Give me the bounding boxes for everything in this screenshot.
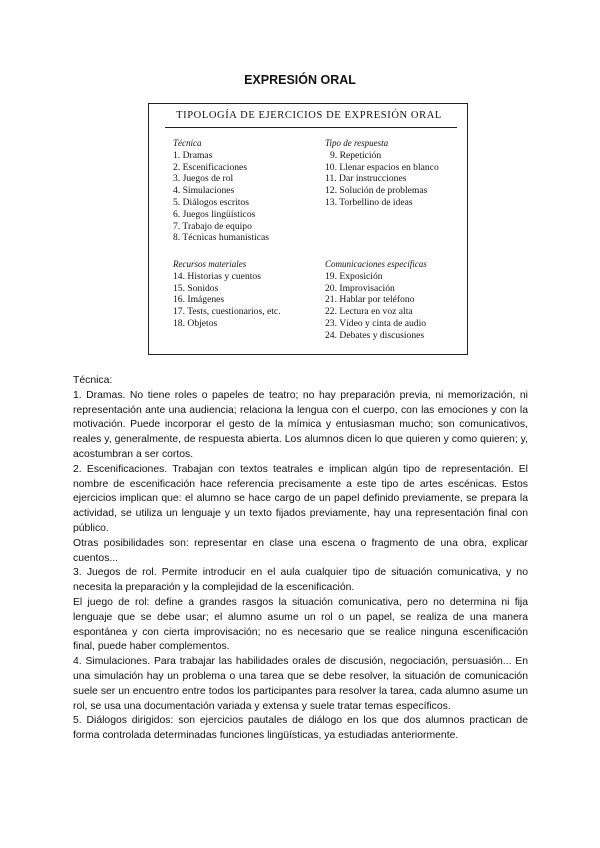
- list-item: 9. Repetición: [330, 149, 382, 161]
- list-item: 6. Juegos lingüísticos: [173, 208, 256, 220]
- column-tecnica: [173, 138, 269, 244]
- list-item: 19. Exposición: [325, 270, 383, 282]
- body-text: [73, 374, 528, 744]
- paragraph-juego-de-rol-definicion: El juego de rol: define a grandes rasgos la situación comunicativa, pero no determina ni fija lenguaje que se debe usar; el alumno asume un rol o un papel, se realiza de una manera espontánea y con cierta improvisación; no es necesario que se realice ninguna escenificación final, puede haber complementos.: [73, 596, 528, 653]
- column-heading: Comunicaciones específicas: [325, 259, 427, 269]
- paragraph-dramas: 1. Dramas. No tiene roles o papeles de teatro; no hay preparación previa, ni memorización, ni representación ante una audiencia; relaciona la lengua con el cuerpo, con las emociones y con la motivación. Puede incorporar el gesto de la mímica y entusiasman mucho; son comunicativos, reales y, generalmente, de respuesta abierta. Los alumnos dicen lo que quieren y como quieren; y, acostumbran a ser cortos.: [73, 389, 528, 460]
- list-item: 10. Llenar espacios en blanco: [325, 161, 439, 173]
- list-item: 20. Improvisación: [325, 282, 395, 294]
- list-item: 1. Dramas: [173, 149, 213, 161]
- page-title: EXPRESIÓN ORAL: [244, 73, 356, 87]
- column-heading: Técnica: [173, 138, 202, 148]
- paragraph-juegos-de-rol: 3. Juegos de rol. Permite introducir en el aula cualquier tipo de situación comunicativa, y no necesita la preparación y la complejidad de la escenificación.: [73, 567, 528, 594]
- list-item: 24. Debates y discusiones: [325, 329, 425, 341]
- table-title: TIPOLOGÍA DE EJERCICIOS DE EXPRESIÓN ORAL: [176, 110, 442, 121]
- column-heading: Tipo de respuesta: [325, 138, 389, 148]
- paragraph-dialogos-dirigidos: 5. Diálogos dirigidos: son ejercicios pautales de diálogo en los que dos alumnos practican de forma controlada determinadas funciones lingüísticas, ya estudiadas anteriormente.: [73, 715, 528, 742]
- list-item: 8. Técnicas humanísticas: [173, 232, 269, 244]
- column-comunicaciones: [325, 259, 427, 342]
- list-item: 23. Vídeo y cinta de audio: [325, 317, 427, 329]
- list-item: 16. Imágenes: [173, 294, 225, 306]
- paragraph-otras-posibilidades: Otras posibilidades son: representar en clase una escena o fragmento de una obra, explicar cuentos...: [73, 537, 528, 564]
- list-item: 15. Sonidos: [173, 282, 219, 294]
- list-item: 3. Juegos de rol: [173, 173, 234, 185]
- list-item: 13. Torbellino de ideas: [325, 196, 413, 208]
- column-recursos: [173, 259, 281, 330]
- list-item: 2. Escenificaciones: [173, 161, 248, 173]
- list-item: 17. Tests, cuestionarios, etc.: [173, 306, 281, 318]
- column-heading: Recursos materiales: [173, 259, 247, 269]
- list-item: 7. Trabajo de equipo: [173, 220, 252, 232]
- list-item: 5. Diálogos escritos: [173, 196, 249, 208]
- list-item: 12. Solución de problemas: [325, 185, 428, 197]
- table-divider: [165, 127, 457, 128]
- list-item: 14. Historias y cuentos: [173, 270, 261, 282]
- list-item: 22. Lectura en voz alta: [325, 306, 413, 318]
- paragraph-simulaciones: 4. Simulaciones. Para trabajar las habilidades orales de discusión, negociación, persuasión... En una simulación hay un problema o una tarea que se debe resolver, la situación de comunicación suele ser un encuentro entre todos los participantes para resolver la tarea, cada alumno asume un rol, se usa una documentación variada y extensa y suele tratar temas específicos.: [73, 656, 528, 712]
- list-item: 11. Dar instrucciones: [325, 173, 407, 185]
- paragraph-escenificaciones: 2. Escenificaciones. Trabajan con textos teatrales e implican algún tipo de representación. El nombre de escenificación hace referencia precisamente a este tipo de artes escénicas. Estos ejercicios implican que: el alumno se hace cargo de un papel definido previamente, se prepara la actividad, se utiliza un lenguaje y un texto fijados previamente, hay una representación final con público.: [73, 463, 528, 534]
- column-tipo-respuesta: [325, 138, 439, 209]
- list-item: 21. Hablar por teléfono: [325, 294, 415, 306]
- typology-table-figure: [148, 103, 468, 355]
- list-item: 4. Simulaciones: [173, 185, 235, 197]
- section-heading: Técnica:: [73, 375, 113, 386]
- list-item: 18. Objetos: [173, 317, 218, 329]
